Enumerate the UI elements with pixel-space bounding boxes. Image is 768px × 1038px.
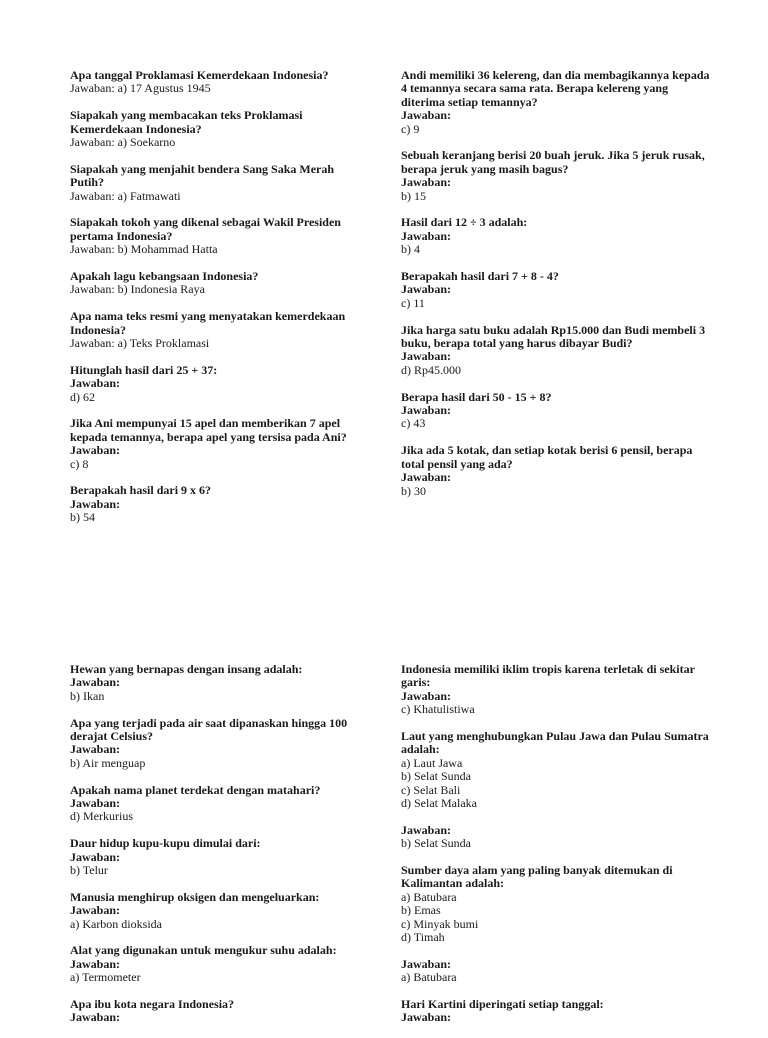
answer-text: a) Termometer <box>70 970 141 985</box>
qa-item <box>70 69 370 96</box>
qa-item <box>70 784 370 824</box>
answer-label: Jawaban: <box>401 822 452 837</box>
answer-text: b) Telur <box>70 863 108 878</box>
answer-text: Jawaban: a) Fatmawati <box>70 188 181 203</box>
option-list <box>401 757 711 811</box>
answer-label: Jawaban: <box>70 496 121 511</box>
question-text: Hari Kartini diperingati setiap tanggal: <box>401 997 604 1012</box>
option-item: b) Selat Sunda <box>401 769 471 784</box>
qa-item <box>401 663 711 717</box>
question-text: Siapakah yang menjahit bendera Sang Saka Merah Putih? <box>70 161 335 190</box>
qa-item <box>70 837 370 877</box>
qa-item <box>70 717 370 771</box>
option-item: c) Selat Bali <box>401 782 461 797</box>
question-text: Daur hidup kupu-kupu dimulai dari: <box>70 836 261 851</box>
answer-text: b) 30 <box>401 483 426 498</box>
answer-label: Jawaban: <box>70 675 121 690</box>
qa-item <box>70 484 370 524</box>
answer-text: Jawaban: b) Indonesia Raya <box>70 282 205 297</box>
question-text: Alat yang digunakan untuk mengukur suhu adalah: <box>70 943 337 958</box>
answer-label: Jawaban: <box>401 403 452 418</box>
answer-label: Jawaban: <box>70 443 121 458</box>
question-text: Sumber daya alam yang paling banyak ditemukan di Kalimantan adalah: <box>401 863 673 891</box>
answer-text: b) Ikan <box>70 688 105 703</box>
answer-label: Jawaban: <box>401 282 452 297</box>
answer-text: b) Air menguap <box>70 755 146 770</box>
answer-text: Jawaban: a) Soekarno <box>70 135 176 150</box>
qa-item <box>401 998 711 1025</box>
question-text: Laut yang menghubungkan Pulau Jawa dan Pulau Sumatra adalah: <box>401 729 709 757</box>
question-text: Berapakah hasil dari 7 + 8 - 4? <box>401 269 559 284</box>
answer-label: Jawaban: <box>401 470 452 485</box>
qa-item <box>401 216 711 256</box>
question-text: Siapakah yang membacakan teks Proklamasi Kemerdekaan Indonesia? <box>70 108 303 136</box>
answer-label: Jawaban: <box>70 796 121 811</box>
answer-text: c) 11 <box>401 295 425 310</box>
question-text: Sebuah keranjang berisi 20 buah jeruk. Jika 5 jeruk rusak, berapa jeruk yang masih bagus? <box>401 148 705 176</box>
qa-item <box>70 663 370 703</box>
qa-item <box>70 109 370 149</box>
page-bottom-right-column <box>401 663 711 1038</box>
answer-label: Jawaban: <box>401 228 452 243</box>
page-bottom-left-column <box>70 663 370 1038</box>
answer-text: b) 54 <box>70 510 95 525</box>
option-item: b) Emas <box>401 903 441 918</box>
qa-item <box>70 270 370 297</box>
answer-label: Jawaban: <box>70 956 121 971</box>
option-item: d) Timah <box>401 930 445 945</box>
answer-text: c) 43 <box>401 416 426 431</box>
question-text: Apa ibu kota negara Indonesia? <box>70 997 235 1012</box>
question-text: Indonesia memiliki iklim tropis karena terletak di sekitar garis: <box>401 662 695 690</box>
page-top-left-column <box>70 69 370 538</box>
question-text: Siapakah tokoh yang dikenal sebagai Wakil Presiden pertama Indonesia? <box>70 215 341 243</box>
qa-item <box>70 163 370 203</box>
question-text: Jika ada 5 kotak, dan setiap kotak berisi 6 pensil, berapa total pensil yang ada? <box>401 443 693 471</box>
qa-item <box>401 730 711 851</box>
answer-text: d) 62 <box>70 389 95 404</box>
question-text: Jika harga satu buku adalah Rp15.000 dan Budi membeli 3 buku, berapa total yang harus dibayar Budi? <box>401 322 706 351</box>
answer-label: Jawaban: <box>70 849 121 864</box>
qa-item <box>401 391 711 431</box>
qa-item <box>401 69 711 136</box>
qa-item <box>70 998 370 1025</box>
answer-text: b) 4 <box>401 242 420 257</box>
answer-text: a) Batubara <box>401 970 457 985</box>
qa-item <box>70 310 370 350</box>
option-list <box>401 891 711 945</box>
page-top-right-column <box>401 69 711 511</box>
qa-item <box>70 417 370 471</box>
answer-text: b) 15 <box>401 188 426 203</box>
qa-item <box>70 944 370 984</box>
question-text: Apakah nama planet terdekat dengan matahari? <box>70 782 321 797</box>
question-text: Berapakah hasil dari 9 x 6? <box>70 483 212 498</box>
answer-label: Jawaban: <box>70 742 121 757</box>
answer-text: b) Selat Sunda <box>401 836 471 851</box>
answer-label: Jawaban: <box>401 108 452 123</box>
question-text: Jika Ani mempunyai 15 apel dan memberikan 7 apel kepada temannya, berapa apel yang tersisa pada Ani? <box>70 416 347 444</box>
question-text: Hewan yang bernapas dengan insang adalah: <box>70 662 303 676</box>
qa-item <box>401 444 711 498</box>
option-item: a) Laut Jawa <box>401 755 463 770</box>
answer-label: Jawaban: <box>70 903 121 918</box>
question-text: Apa nama teks resmi yang menyatakan kemerdekaan Indonesia? <box>70 309 346 337</box>
qa-item <box>401 149 711 203</box>
answer-text: Jawaban: a) Teks Proklamasi <box>70 336 210 351</box>
question-text: Berapa hasil dari 50 - 15 + 8? <box>401 389 552 404</box>
answer-label: Jawaban: <box>401 175 452 190</box>
option-item: c) Minyak bumi <box>401 916 479 931</box>
qa-item <box>401 270 711 310</box>
answer-text: Jawaban: a) 17 Agustus 1945 <box>70 81 211 96</box>
answer-label: Jawaban: <box>401 688 452 703</box>
option-item: d) Selat Malaka <box>401 796 477 811</box>
question-text: Apa tanggal Proklamasi Kemerdekaan Indonesia? <box>70 68 329 82</box>
answer-text: c) Khatulistiwa <box>401 702 475 717</box>
question-text: Apa yang terjadi pada air saat dipanaskan hingga 100 derajat Celsius? <box>70 715 348 744</box>
answer-label: Jawaban: <box>70 1010 121 1025</box>
answer-label: Jawaban: <box>70 376 121 391</box>
answer-text: a) Karbon dioksida <box>70 916 162 931</box>
answer-label: Jawaban: <box>401 1010 452 1025</box>
question-text: Andi memiliki 36 kelereng, dan dia membagikannya kepada 4 temannya secara sama rata. Berapa kelereng yang diterima setiap temannya? <box>401 68 710 109</box>
question-text: Hitunglah hasil dari 25 + 37: <box>70 362 218 377</box>
answer-text: d) Merkurius <box>70 809 133 824</box>
answer-text: c) 9 <box>401 121 420 136</box>
qa-item <box>401 324 711 378</box>
qa-item <box>401 864 711 985</box>
question-text: Hasil dari 12 ÷ 3 adalah: <box>401 215 528 230</box>
answer-text: Jawaban: b) Mohammad Hatta <box>70 242 218 257</box>
qa-item <box>70 364 370 404</box>
question-text: Apakah lagu kebangsaan Indonesia? <box>70 269 259 284</box>
answer-label: Jawaban: <box>401 349 452 364</box>
qa-item <box>70 891 370 931</box>
qa-item <box>70 216 370 256</box>
answer-label: Jawaban: <box>401 956 452 971</box>
answer-text: c) 8 <box>70 456 89 471</box>
option-item: a) Batubara <box>401 889 457 904</box>
question-text: Manusia menghirup oksigen dan mengeluarkan: <box>70 889 320 904</box>
answer-text: d) Rp45.000 <box>401 362 461 377</box>
